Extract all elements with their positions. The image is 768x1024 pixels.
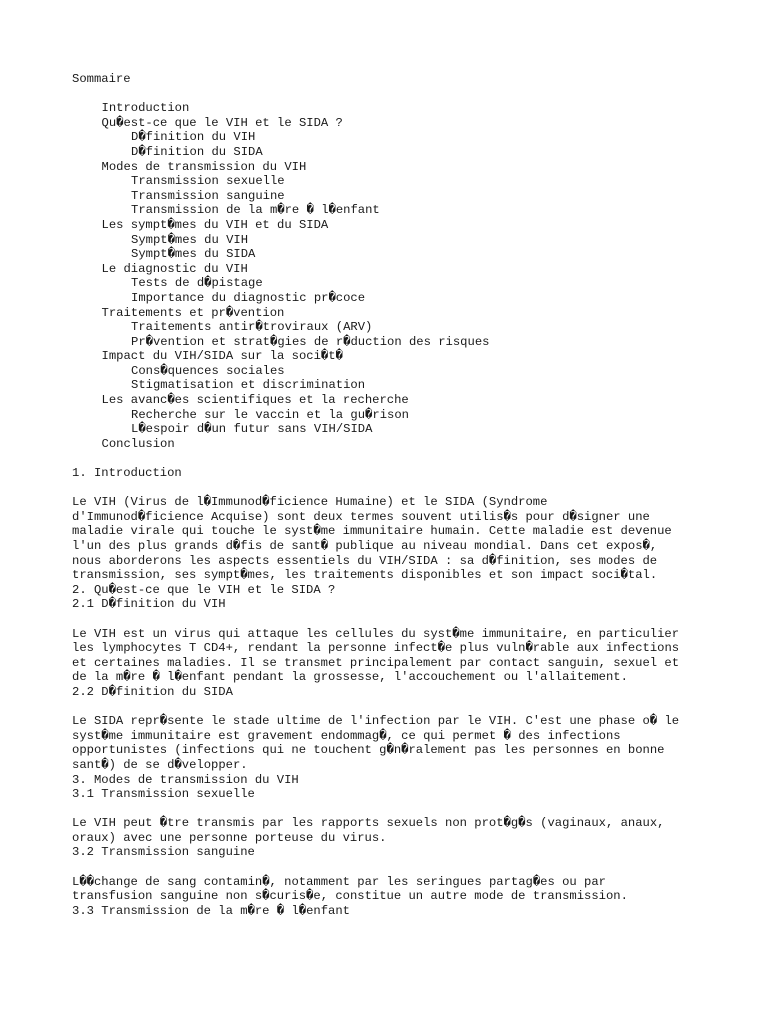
toc-item: Transmission sanguine (131, 188, 285, 203)
toc-item: Impact du VIH/SIDA sur la soci�t� (101, 349, 343, 364)
toc-item: Transmission sexuelle (131, 174, 285, 189)
section-heading: 3.2 Transmission sanguine (72, 845, 255, 860)
paragraph-line: transmission, ses sympt�mes, les traitements disponibles et son impact soci�tal. (72, 568, 658, 583)
toc-item: Sympt�mes du VIH (131, 232, 249, 247)
paragraph-line: Le VIH peut �tre transmis par les rapports sexuels non prot�g�s (vaginaux, anaux, (72, 816, 665, 831)
toc-item: Qu�est-ce que le VIH et le SIDA ? (101, 115, 343, 130)
toc-item: Conclusion (101, 436, 175, 451)
document-body (72, 451, 698, 918)
toc-item: Pr�vention et strat�gies de r�duction des risques (131, 334, 490, 349)
paragraph-line: d'Immunod�ficience Acquise) sont deux termes souvent utilis�s pour d�signer une (72, 509, 650, 524)
spacer (72, 802, 698, 817)
paragraph-line: les lymphocytes T CD4+, rendant la personne infect�e plus vuln�rable aux infections (72, 641, 680, 656)
paragraph-line: maladie virale qui touche le syst�me immunitaire humain. Cette maladie est devenue (72, 524, 672, 539)
paragraph-line: oraux) avec une personne porteuse du virus. (72, 830, 387, 845)
section-heading: 2.2 D�finition du SIDA (72, 684, 233, 699)
section-heading: 2. Qu�est-ce que le VIH et le SIDA ? (72, 582, 336, 597)
spacer (72, 612, 698, 627)
spacer (72, 700, 698, 715)
toc-item: Stigmatisation et discrimination (131, 378, 366, 393)
paragraph-line: et certaines maladies. Il se transmet principalement par contact sanguin, sexuel et (72, 655, 680, 670)
paragraph-line: L��change de sang contamin�, notamment par les seringues partag�es ou par (72, 874, 606, 889)
toc-item: Tests de d�pistage (131, 276, 263, 291)
toc-item: D�finition du VIH (131, 130, 256, 145)
toc-item: Introduction (101, 101, 190, 116)
paragraph-line: nous aborderons les aspects essentiels du VIH/SIDA : sa d�finition, ses modes de (72, 553, 658, 568)
spacer (72, 481, 698, 496)
toc-item: Traitements antir�troviraux (ARV) (131, 320, 373, 335)
paragraph-line: transfusion sanguine non s�curis�e, constitue un autre mode de transmission. (72, 889, 628, 904)
toc-item: L�espoir d�un futur sans VIH/SIDA (131, 422, 373, 437)
section-heading: 1. Introduction (72, 466, 182, 481)
paragraph-line: sant�) de se d�velopper. (72, 757, 248, 772)
toc-item: Transmission de la m�re � l�enfant (131, 203, 380, 218)
section-heading: 3. Modes de transmission du VIH (72, 772, 299, 787)
toc-item: Le diagnostic du VIH (101, 261, 248, 276)
table-of-contents (72, 101, 698, 451)
toc-item: Recherche sur le vaccin et la gu�rison (131, 407, 409, 422)
toc-title: Sommaire (72, 72, 131, 86)
toc-item: Cons�quences sociales (131, 363, 285, 378)
toc-item: Modes de transmission du VIH (101, 159, 307, 174)
toc-item: Les sympt�mes du VIH et du SIDA (101, 217, 329, 232)
toc-item: D�finition du SIDA (131, 144, 263, 159)
spacer (72, 451, 698, 466)
paragraph-line: l'un des plus grands d�fis de sant� publique au niveau mondial. Dans cet expos�, (72, 539, 658, 553)
spacer (72, 87, 698, 102)
paragraph-line: syst�me immunitaire est gravement endommag�, ce qui permet � des infections (72, 728, 621, 743)
paragraph-line: Le VIH est un virus qui attaque les cellules du syst�me immunitaire, en particulier (72, 626, 680, 641)
toc-item: Sympt�mes du SIDA (131, 247, 256, 262)
paragraph-line: Le VIH (Virus de l�Immunod�ficience Humaine) et le SIDA (Syndrome (72, 495, 548, 510)
spacer (72, 860, 698, 875)
paragraph-line: de la m�re � l�enfant pendant la grossesse, l'accouchement ou l'allaitement. (72, 670, 628, 685)
section-heading: 3.3 Transmission de la m�re � l�enfant (72, 903, 350, 918)
paragraph-line: opportunistes (infections qui ne touchent g�n�ralement pas les personnes en bonne (72, 743, 665, 758)
toc-item: Importance du diagnostic pr�coce (131, 290, 366, 305)
toc-item: Les avanc�es scientifiques et la recherche (101, 393, 409, 408)
section-heading: 2.1 D�finition du VIH (72, 597, 226, 612)
paragraph-line: Le SIDA repr�sente le stade ultime de l'infection par le VIH. C'est une phase o� le (72, 714, 680, 729)
toc-item: Traitements et pr�vention (101, 305, 285, 320)
section-heading: 3.1 Transmission sexuelle (72, 787, 255, 802)
